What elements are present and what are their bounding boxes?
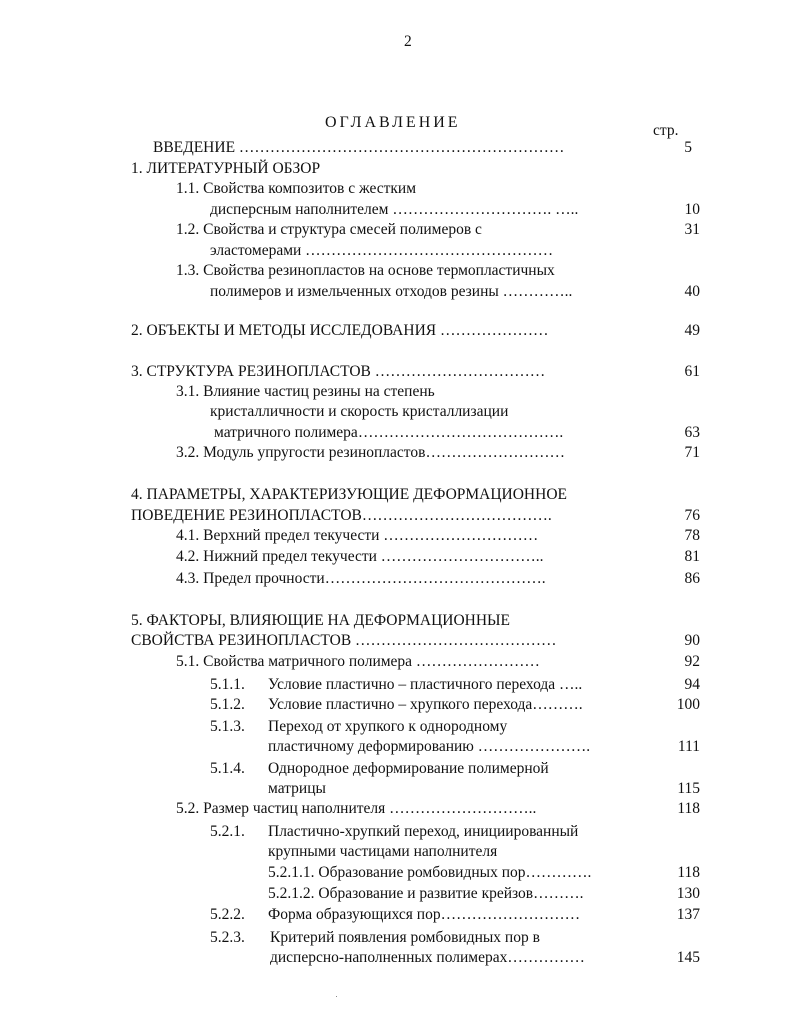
page-number: 2 <box>404 33 412 50</box>
toc-entry: дисперсным наполнителем …………………………. ….. <box>210 201 579 218</box>
toc-entry: Однородное деформирование полимерной <box>268 760 549 777</box>
toc-entry: 3.2. Модуль упругости резинопластов……………………… <box>176 444 565 461</box>
toc-entry: Критерий появления ромбовидных пор в <box>270 929 540 946</box>
toc-entry: 4.3. Предел прочности……………………………………. <box>176 570 546 587</box>
toc-page: 61 <box>684 363 700 380</box>
toc-entry: 4.1. Верхний предел текучести ………………………… <box>176 527 539 544</box>
toc-section-number: 5.2.1. <box>210 823 245 840</box>
toc-page: 100 <box>676 696 700 713</box>
toc-section-number: 5.1.2. <box>210 696 245 713</box>
toc-entry: 5.1. Свойства матричного полимера …………………… <box>176 653 540 670</box>
toc-title: ОГЛАВЛЕНИЕ <box>325 114 461 131</box>
toc-page: 71 <box>684 444 700 461</box>
toc-entry: 1.1. Свойства композитов с жестким <box>176 180 417 197</box>
toc-page: 40 <box>684 283 700 300</box>
page-column-label: стр. <box>653 122 679 139</box>
toc-entry: 1.2. Свойства и структура смесей полимеров с <box>176 221 482 238</box>
toc-entry: Условие пластично – хрупкого перехода………. <box>268 696 583 713</box>
toc-entry: 5.2. Размер частиц наполнителя ……………………….. <box>176 800 537 817</box>
toc-page: 115 <box>677 780 700 797</box>
toc-page: 31 <box>684 221 700 238</box>
toc-entry: 5.2.1.2. Образование и развитие крейзов………. <box>268 885 584 902</box>
toc-page: 81 <box>684 548 700 565</box>
toc-entry: 1. ЛИТЕРАТУРНЫЙ ОБЗОР <box>131 160 321 177</box>
toc-entry: ВВЕДЕНИЕ ……………………………………………………… <box>153 139 565 156</box>
toc-entry: Условие пластично – пластичного перехода ….. <box>268 676 583 693</box>
toc-entry: 5. ФАКТОРЫ, ВЛИЯЮЩИЕ НА ДЕФОРМАЦИОННЫЕ <box>131 612 511 629</box>
toc-entry: матрицы <box>268 780 326 797</box>
toc-page: 63 <box>684 424 700 441</box>
toc-section-number: 5.1.4. <box>210 760 245 777</box>
toc-section-number: 5.2.2. <box>210 906 245 923</box>
toc-entry: Переход от хрупкого к однородному <box>268 718 508 735</box>
toc-entry: 4. ПАРАМЕТРЫ, ХАРАКТЕРИЗУЮЩИЕ ДЕФОРМАЦИОННОЕ <box>131 486 567 503</box>
toc-page: 76 <box>684 507 700 524</box>
toc-page: 118 <box>677 800 700 817</box>
toc-section-number: 5.2.3. <box>210 929 245 946</box>
toc-entry: СВОЙСТВА РЕЗИНОПЛАСТОВ ………………………………… <box>131 632 557 649</box>
toc-page: 118 <box>677 864 700 881</box>
toc-entry: 3.1. Влияние частиц резины на степень <box>176 383 435 400</box>
toc-page: 49 <box>684 322 700 339</box>
toc-entry: Пластично-хрупкий переход, инициированный <box>268 823 579 840</box>
toc-entry: Форма образующихся пор……………………… <box>268 906 581 923</box>
toc-entry: 5.2.1.1. Образование ромбовидных пор…………. <box>268 864 592 881</box>
toc-entry: дисперсно-наполненных полимерах…………… <box>270 949 585 966</box>
toc-entry: 1.3. Свойства резинопластов на основе термопластичных <box>176 262 555 279</box>
toc-page: 86 <box>684 570 700 587</box>
toc-entry: эластомерами ………………………………………… <box>210 242 554 259</box>
toc-page: 137 <box>676 906 700 923</box>
toc-page: 94 <box>684 676 700 693</box>
toc-page: 5 <box>684 139 692 156</box>
toc-entry: пластичному деформированию …………………. <box>268 738 591 755</box>
toc-page: 90 <box>684 632 700 649</box>
toc-page: 145 <box>676 949 700 966</box>
scan-speck <box>336 996 337 997</box>
toc-page: 111 <box>677 738 700 755</box>
toc-entry: кристалличности и скорость кристаллизации <box>210 403 509 420</box>
toc-entry: ПОВЕДЕНИЕ РЕЗИНОПЛАСТОВ………………………………. <box>131 507 552 524</box>
toc-page: 78 <box>684 527 700 544</box>
toc-entry: 2. ОБЪЕКТЫ И МЕТОДЫ ИССЛЕДОВАНИЯ ………………… <box>131 322 549 339</box>
toc-entry: крупными частицами наполнителя <box>268 843 498 860</box>
toc-entry: матричного полимера…………………………………. <box>214 424 564 441</box>
toc-entry: 4.2. Нижний предел текучести ………………………….. <box>176 548 544 565</box>
toc-page: 10 <box>684 201 700 218</box>
toc-page: 92 <box>684 653 700 670</box>
toc-entry: 3. СТРУКТУРА РЕЗИНОПЛАСТОВ …………………………… <box>131 363 546 380</box>
toc-page: 130 <box>676 885 700 902</box>
toc-section-number: 5.1.1. <box>210 676 245 693</box>
toc-section-number: 5.1.3. <box>210 718 245 735</box>
toc-entry: полимеров и измельченных отходов резины ………….. <box>210 283 573 300</box>
